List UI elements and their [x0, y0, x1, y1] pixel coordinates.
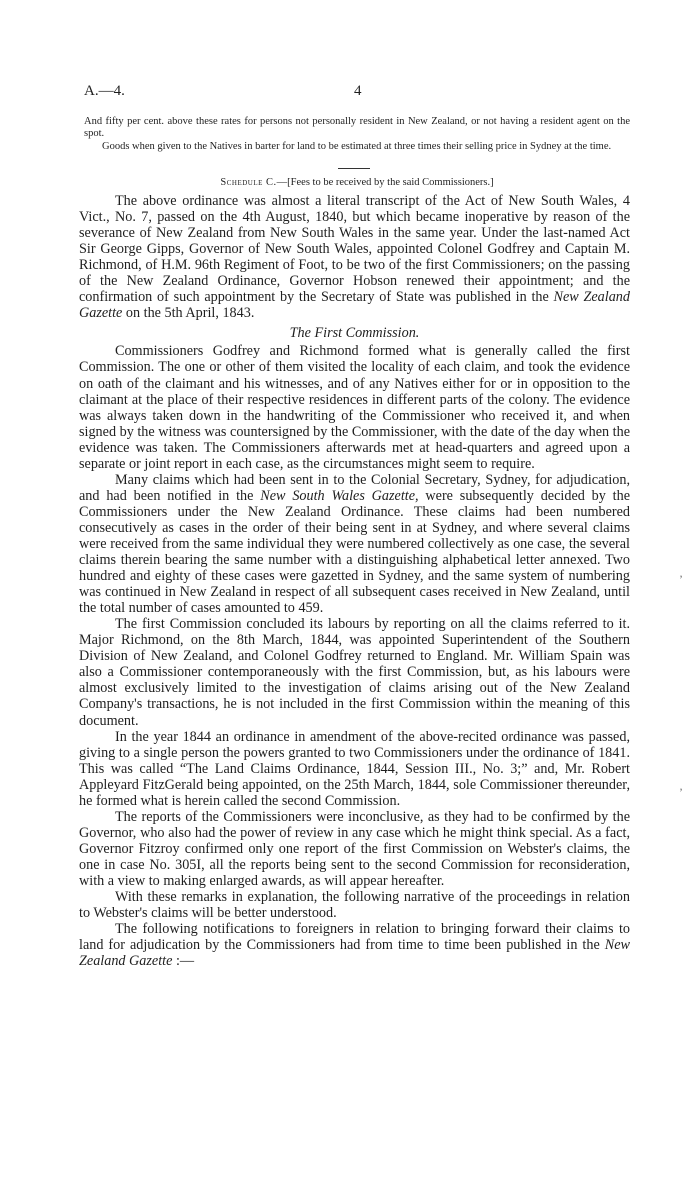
body-paragraph [79, 921, 630, 969]
body-paragraph: Commissioners Godfrey and Richmond formed what is generally called the first Commission. The one or other of them visited the locality of each claim, and took the evidence on oath of the claimant and his witnesses, and of any Natives either for or in opposition to the claimant at the place of their respective residences in different parts of the colony. The evidence was always taken down in the handwriting of the Commissioner who received it, and when signed by the witness was countersigned by the Commissioner, with the date of the day when the evidence was taken. The Commissioners afterwards met at head-quarters and agreed upon a separate or joint report in each case, as the circumstances might seem to require. [79, 343, 630, 472]
paragraph-text: were subsequently decided by the Commissioners under the New Zealand Ordinance. These claims had been numbered consecutively as cases in the order of their being sent in at Sydney, and where several claims were received from the same individual they were numbered collectively as one case, the several claims therein bearing the same number with a distinguishing alphabetical letter annexed. Two hundred and eighty of these cases were gazetted in Sydney, and the same system of numbering was continued in New Zealand in respect of all subsequent cases received in New Zealand, until the total number of cases amounted to 459. [79, 487, 631, 617]
page-header [84, 83, 630, 103]
schedule-text: —[Fees to be received by the said Commissioners.] [276, 177, 494, 188]
body-paragraph: In the year 1844 an ordinance in amendment of the above-recited ordinance was passed, giving to a single person the powers granted to two Commissioners under the ordinance of 1841. This was called “The Land Claims Ordinance, 1844, Session III., No. 3;” and, Mr. Robert Appleyard FitzGerald being appointed, on the 25th March, 1844, sole Commissioner thereunder, he formed what is herein called the second Commission. [79, 728, 630, 809]
body-paragraph: The reports of the Commissioners were inconclusive, as they had to be confirmed by the Governor, who also had the power of review in any case which he might think special. As a fact, Governor Fitzroy confirmed only one report of the first Commission on Webster's claims, the one in case No. 305I, all the reports being sent to the second Commission for reconsideration, with a view to making enlarged awards, as will appear hereafter. [79, 808, 630, 889]
note-paragraph: And fifty per cent. above these rates for persons not personally resident in New Zealand, or not having a resident agent on the spot. [84, 116, 630, 140]
margin-mark: ’ [679, 785, 683, 799]
paragraph-text: on the 5th April, 1843. [125, 305, 255, 322]
gazette-title: New South Wales Gazette, [260, 487, 419, 504]
body-paragraph [79, 193, 630, 321]
paragraph-text: Many claims which had been sent in to the Colonial Secretary, Sydney, for adjudication, and had been notified in the [79, 471, 630, 504]
body-paragraph [79, 472, 630, 616]
note-paragraph: Goods when given to the Natives in barter for land to be estimated at three times their selling price in Sydney at the time. [102, 140, 612, 152]
paragraph-text: The following notifications to foreigners in relation to bringing forward their claims to land for adjudication by the Commissioners had from time to time been published in the [79, 921, 630, 954]
document-reference: A.—4. [84, 83, 125, 99]
body-text [79, 193, 630, 969]
gazette-title: New Zealand Gazette [79, 289, 630, 322]
margin-mark: ’ [679, 572, 683, 586]
page-number: 4 [354, 83, 362, 99]
body-paragraph: With these remarks in explanation, the following narrative of the proceedings in relation to Webster's claims will be better understood. [79, 889, 630, 922]
section-divider [338, 168, 370, 169]
schedule-notes [84, 116, 630, 153]
paragraph-text: The above ordinance was almost a literal transcript of the Act of New South Wales, 4 Vict., No. 7, passed on the 4th August, 1840, but which became inoperative by reason of the severance of New Zealand from New South Wales in the same year. Under the last-named Act Sir George Gipps, Governor of New South Wales, appointed Colonel Godfrey and Captain M. Richmond, of H.M. 96th Regiment of Foot, to be two of the first Commissioners; on the passing of the New Zealand Ordinance, Governor Hobson renewed their appointment; and the confirmation of such appointment by the Secretary of State was published in the [79, 193, 630, 306]
schedule-label: Schedule C. [220, 177, 277, 188]
gazette-title: New Zealand Gazette [79, 937, 630, 970]
body-paragraph: The first Commission concluded its labours by reporting on all the claims referred to it. Major Richmond, on the 8th March, 1844, was appointed Superintendent of the Southern Division of New Zealand, and Colonel Godfrey returned to England. Mr. William Spain was also a Commissioner contemporaneously with the first Commission, but, as his labours were almost exclusively limited to the investigation of claims arising out of the New Zealand Company's transactions, he is not included in the first Commission within the meaning of this document. [79, 616, 630, 729]
section-subheading: The First Commission. [289, 325, 420, 342]
paragraph-text: :— [175, 953, 195, 970]
schedule-heading [84, 176, 630, 189]
